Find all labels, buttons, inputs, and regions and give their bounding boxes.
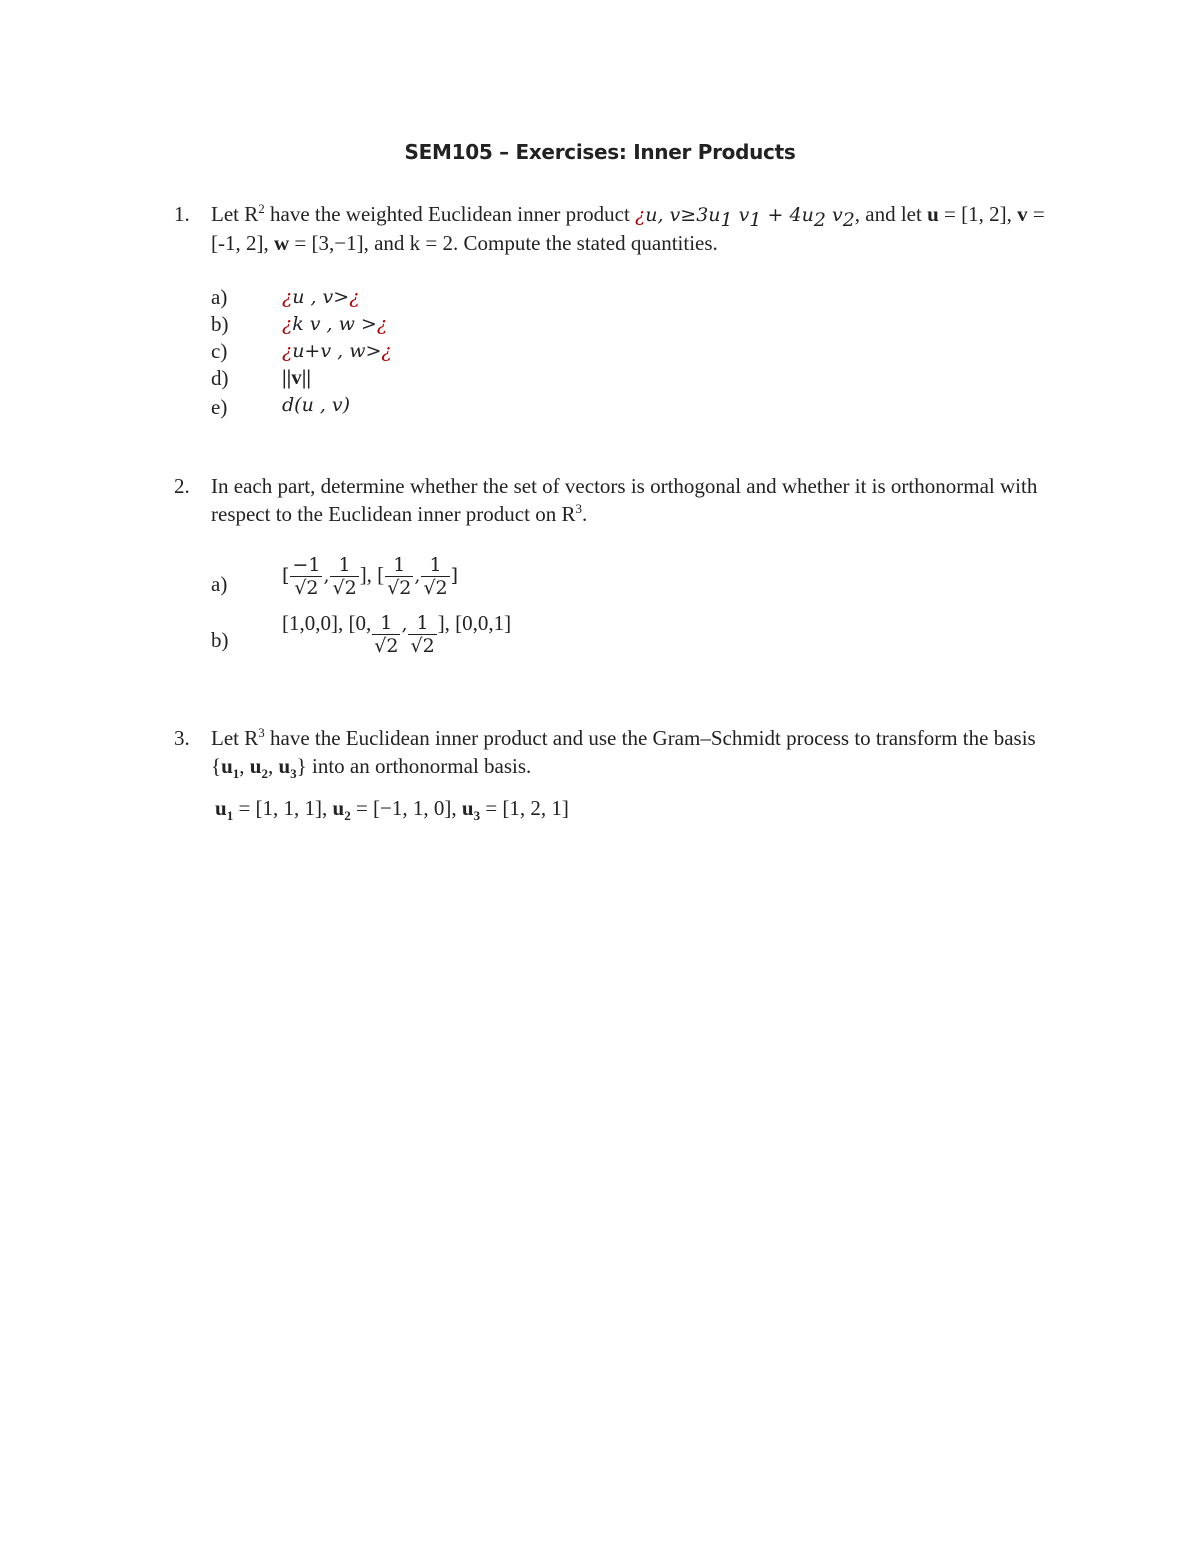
q2b-frac-1 [372,612,400,657]
q2-part-a-label: a) [211,572,228,596]
q2-part-a-expr [282,554,458,599]
q1-ip-sub-1: 1 [720,209,733,232]
q1-text-c: , and let [854,202,928,226]
q1b-lead: ¿ [282,313,293,335]
q3-sup: 3 [258,725,265,740]
q1-sup: 2 [258,201,265,216]
q1-ip-formula-4: v [825,204,843,226]
q3-text-a: Let R [211,726,259,750]
q1-part-a-label: a) [211,285,228,309]
q3-u3: u [278,754,291,778]
q3-text-c: } into an orthonormal basis. [296,754,532,778]
q2a-frac-1-num: −1 [292,554,321,576]
q3-eq-u2: u [332,796,345,820]
q2a-comma-2: , [414,564,421,587]
q1a-body: u , v> [292,286,350,308]
q2a-frac-3-den: √2 [387,577,412,599]
q2a-frac-1-den: √2 [290,576,322,599]
q1a-tail: ¿ [349,286,360,308]
q2b-frac-2-num: 1 [416,612,429,634]
q3-u1-sub: 1 [232,766,240,782]
q1-part-b-label: b) [211,312,229,336]
q2a-close: ] [450,564,459,587]
q2a-frac-3-num: 1 [393,554,406,576]
q2a-frac-1 [290,554,322,599]
q2a-mid: ], [ [359,562,385,587]
q3-eq-v3: = [1, 2, 1] [480,796,569,820]
q2a-frac-2-num: 1 [338,554,351,576]
q1-part-c-expr [282,338,392,363]
q3-eq-u1-sub: 1 [226,808,234,824]
q1-ip-formula-2: v [732,204,750,226]
q1-w-bold: w [273,231,290,255]
q2b-end: ], [0,0,1] [437,611,512,635]
q3-u2-sub: 2 [261,766,268,782]
q3-eq-u2-sub: 2 [344,808,351,824]
q1-ip-lead: ¿ [635,204,646,226]
q2-sup: 3 [575,501,582,516]
q1c-body: u+v , w> [292,340,382,362]
q2a-frac-2-den: √2 [332,577,357,599]
q2-part-b-expr [282,611,511,657]
q1-ip-sub-4: 2 [842,209,855,232]
q3-basis-equation [215,796,569,824]
q1b-tail: ¿ [376,313,388,335]
q3-text-b: have the Euclidean inner product and use the Gram–Schmidt process to transform the basis { [211,726,1036,778]
q3-eq-u1: u [215,796,227,820]
q2b-start: [1,0,0], [0, [282,611,372,635]
q1-part-d-label: d) [211,366,229,390]
q2a-comma-1: , [323,564,330,587]
q2b-frac-2 [408,612,436,657]
q1-ip-sub-2: 1 [749,209,762,232]
question-2-text [211,472,1071,528]
question-3-number: 3. [174,726,190,750]
q2b-frac-1-den: √2 [374,635,399,657]
q1-part-d-expr: ||v|| [282,365,311,389]
q1-part-c-label: c) [211,339,228,363]
q2a-frac-3 [385,554,413,599]
question-1-number: 1. [174,202,190,226]
q2a-open: [ [282,564,290,587]
q2-part-b-label: b) [211,628,229,652]
q2a-frac-2 [330,554,358,599]
q1-ip-sub-3: 2 [813,209,826,232]
q2-text: In each part, determine whether the set of vectors is orthogonal and whether it is orthonormal with respect to the Euclidean inner product on R [211,474,1038,526]
q1b-body: k v , w > [292,313,377,335]
q1-part-e-expr: d(u , v) [282,394,351,416]
q1-text-a: Let R [211,202,259,226]
q1-v-bold: v [1017,202,1028,226]
q2a-frac-4-den: √2 [423,577,448,599]
q1-text-d: = [1, 2], [938,202,1018,226]
q1-part-e-label: e) [211,395,228,419]
q3-u3-sub: 3 [290,766,297,782]
q3-eq-u3: u [461,796,474,820]
q3-u1: u [221,754,233,778]
q1-u-bold: u [927,202,939,226]
q3-eq-u3-sub: 3 [473,808,481,824]
page-title: SEM105 – Exercises: Inner Products [404,140,796,164]
question-3-text [211,724,1071,780]
q2-text-end: . [581,502,588,526]
q2b-frac-1-num: 1 [380,612,393,634]
q3-eq-v1: = [1, 1, 1], [233,796,333,820]
q2b-comma: , [401,613,408,635]
q1-part-a-expr [282,284,359,309]
q1-ip-formula-1: u, v≥3u [645,204,721,226]
q3-sep-2: , [267,754,279,778]
q2b-frac-2-den: √2 [410,635,435,657]
q3-u2: u [249,754,262,778]
q1-ip-formula-3: + 4u [761,204,814,226]
q1c-lead: ¿ [282,340,293,362]
q3-eq-v2: = [−1, 1, 0], [350,796,462,820]
q2a-frac-4-num: 1 [429,554,442,576]
q2a-frac-4 [421,554,449,599]
q1c-tail: ¿ [381,340,392,362]
q1-part-b-expr [282,311,387,336]
q1a-lead: ¿ [282,286,293,308]
question-1-text [211,200,1071,257]
q1-text-e: = [-1, 2], [211,202,1045,255]
question-2-number: 2. [174,474,190,498]
q1-text-b: have the weighted Euclidean inner product [264,202,636,226]
q1-text-f: = [3,−1], and k = 2. Compute the stated quantities. [289,231,718,255]
q3-sep-1: , [239,754,250,778]
